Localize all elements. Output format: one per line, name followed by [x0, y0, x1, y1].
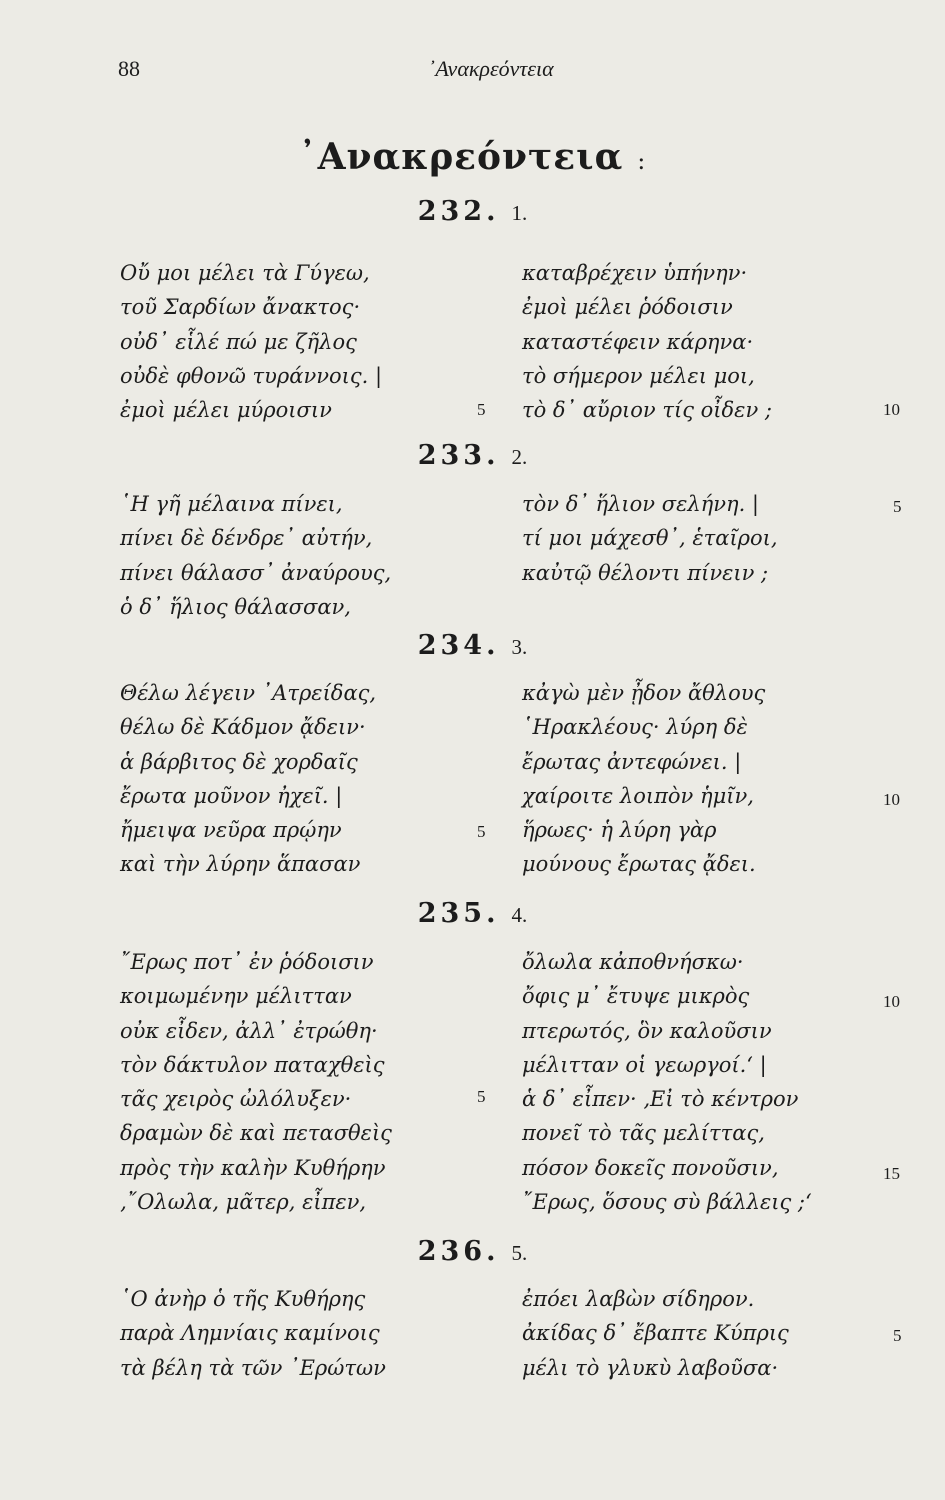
- poem-235-right-column: [522, 945, 812, 1219]
- page-title-text: ᾿Ανακρεόντεια: [298, 136, 624, 178]
- poem-subnumber: 4.: [511, 903, 528, 927]
- verse-line: μέλι τὸ γλυκὺ λαβοῦσα·: [522, 1355, 779, 1380]
- verse-line: ὁ δ᾿ ἥλιος θάλασσαν,: [120, 594, 351, 619]
- verse-line: τᾶς χειρὸς ὠλόλυξεν·: [120, 1087, 352, 1112]
- verse-line: ἐμοὶ μέλει ῥόδοισιν: [522, 295, 733, 320]
- verse-line: τὸ σήμερον μέλει μοι,: [522, 363, 755, 388]
- verse-line: οὐδὲ φθονῶ τυράννοις. |: [120, 363, 383, 388]
- line-number: 10: [883, 992, 900, 1011]
- poem-236-right-column: [522, 1282, 789, 1385]
- verse-line: τί μοι μάχεσθ᾿, ἑταῖροι,: [522, 526, 778, 551]
- poem-233-left-column: [120, 487, 391, 624]
- verse-line: πτερωτός, ὃν καλοῦσιν: [522, 1018, 772, 1043]
- verse-line: πόσον δοκεῖς πονοῦσιν,: [522, 1155, 779, 1180]
- verse-line: καταβρέχειν ὑπήνην·: [522, 261, 748, 285]
- verse-line: τοῦ Σαρδίων ἄνακτος·: [120, 295, 361, 320]
- page-title: [0, 136, 945, 178]
- poem-number: 235.: [417, 898, 500, 929]
- verse-line: οὐκ εἶδεν, ἀλλ᾿ ἐτρώθη·: [120, 1018, 378, 1043]
- verse-line: ἔρωτα μοῦνον ἠχεῖ. |: [120, 783, 343, 808]
- verse-line: καταστέφειν κάρηνα·: [522, 329, 754, 354]
- verse-line: πίνει θάλασσ᾿ ἀναύρους,: [120, 560, 392, 585]
- verse-line: κἀγὼ μὲν ᾖδον ἄθλους: [522, 681, 766, 705]
- verse-line: θέλω δὲ Κάδμον ᾄδειν·: [120, 715, 366, 740]
- verse-line: ἔρωτας ἀντεφώνει. |: [522, 749, 742, 774]
- poem-heading-236: [0, 1236, 945, 1267]
- verse-line: Θέλω λέγειν ᾿Ατρείδας,: [120, 681, 377, 705]
- poem-heading-233: [0, 440, 945, 471]
- verse-line: καὶ τὴν λύρην ἅπασαν: [120, 852, 361, 877]
- line-number: 5: [477, 822, 486, 841]
- verse-line: ῎Ερως, ὅσους σὺ βάλλεις ;‘: [522, 1190, 812, 1215]
- verse-line: πίνει δὲ δένδρε᾿ αὐτήν,: [120, 526, 373, 551]
- poem-number: 236.: [417, 1236, 500, 1267]
- poem-234-right-column: [522, 676, 765, 882]
- verse-line: μέλιτταν οἱ γεωργοί.‘ |: [522, 1052, 767, 1077]
- line-number: 10: [883, 790, 900, 809]
- verse-line: οὐδ᾿ εἷλέ πώ με ζῆλος: [120, 329, 357, 354]
- poem-236-left-column: [120, 1282, 386, 1385]
- verse-line: ἀκίδας δ᾿ ἔβαπτε Κύπρις: [522, 1321, 789, 1346]
- poem-235-left-column: [120, 945, 392, 1219]
- poem-subnumber: 2.: [511, 445, 528, 469]
- verse-line: τὸν δ᾿ ἥλιον σελήνη. |: [522, 492, 759, 516]
- line-number: 10: [883, 400, 900, 419]
- verse-line: ἥρωες· ἡ λύρη γὰρ: [522, 818, 717, 843]
- page-header: [0, 56, 945, 86]
- running-head: ᾿Ανακρεόντεια: [428, 56, 554, 81]
- poem-number: 233.: [417, 440, 500, 471]
- verse-line: ἁ βάρβιτος δὲ χορδαῖς: [120, 749, 358, 774]
- verse-line: ῾Ηρακλέους· λύρη δὲ: [522, 715, 748, 740]
- verse-line: ἤμειψα νεῦρα πρῴην: [120, 818, 342, 843]
- verse-line: τὸ δ᾿ αὔριον τίς οἶδεν ;: [522, 398, 772, 423]
- verse-line: ἁ δ᾿ εἶπεν· ‚Εἰ τὸ κέντρον: [522, 1087, 799, 1112]
- poem-232-left-column: [120, 256, 382, 427]
- verse-line: τὸν δάκτυλον παταχθεὶς: [120, 1052, 385, 1077]
- line-number: 15: [883, 1164, 900, 1183]
- line-number: 5: [477, 1087, 486, 1106]
- line-number: 5: [893, 1326, 902, 1345]
- verse-line: Οὔ μοι μέλει τὰ Γύγεω,: [120, 261, 370, 285]
- poem-233-right-column: [522, 487, 778, 590]
- poem-234-left-column: [120, 676, 376, 882]
- poem-subnumber: 3.: [511, 635, 528, 659]
- verse-line: ‚῎Ολωλα, μᾶτερ, εἶπεν,: [120, 1190, 367, 1215]
- verse-line: ῎Ερως ποτ᾿ ἐν ῥόδοισιν: [120, 950, 374, 974]
- verse-line: μούνους ἔρωτας ᾄδει.: [522, 852, 756, 877]
- poem-heading-232: [0, 196, 945, 227]
- verse-line: κοιμωμένην μέλιτταν: [120, 984, 352, 1009]
- poem-subnumber: 5.: [511, 1241, 528, 1265]
- verse-line: ὄλωλα κἀποθνήσκω·: [522, 950, 744, 974]
- poem-number: 232.: [417, 196, 500, 227]
- verse-line: πρὸς τὴν καλὴν Κυθήρην: [120, 1155, 386, 1180]
- poem-subnumber: 1.: [511, 201, 528, 225]
- page-number: 88: [118, 56, 140, 81]
- line-number: 5: [477, 400, 486, 419]
- verse-line: ἐμοὶ μέλει μύροισιν: [120, 398, 332, 423]
- verse-line: χαίροιτε λοιπὸν ἡμῖν,: [522, 783, 754, 808]
- verse-line: πονεῖ τὸ τᾶς μελίττας,: [522, 1121, 765, 1146]
- poem-number: 234.: [417, 630, 500, 661]
- line-number: 5: [893, 497, 902, 516]
- verse-line: καὐτῷ θέλοντι πίνειν ;: [522, 560, 769, 585]
- page-title-colon: :: [637, 147, 647, 175]
- verse-line: τὰ βέλη τὰ τῶν ᾿Ερώτων: [120, 1355, 386, 1380]
- poem-232-right-column: [522, 256, 772, 427]
- poem-heading-234: [0, 630, 945, 661]
- poem-heading-235: [0, 898, 945, 929]
- verse-line: ῾Η γῆ μέλαινα πίνει,: [120, 492, 343, 516]
- verse-line: παρὰ Λημνίαις καμίνοις: [120, 1321, 380, 1346]
- verse-line: δραμὼν δὲ καὶ πετασθεὶς: [120, 1121, 392, 1146]
- verse-line: ῾Ο ἀνὴρ ὁ τῆς Κυθήρης: [120, 1287, 366, 1311]
- verse-line: ἐπόει λαβὼν σίδηρον.: [522, 1287, 755, 1311]
- verse-line: ὄφις μ᾿ ἔτυψε μικρὸς: [522, 984, 750, 1009]
